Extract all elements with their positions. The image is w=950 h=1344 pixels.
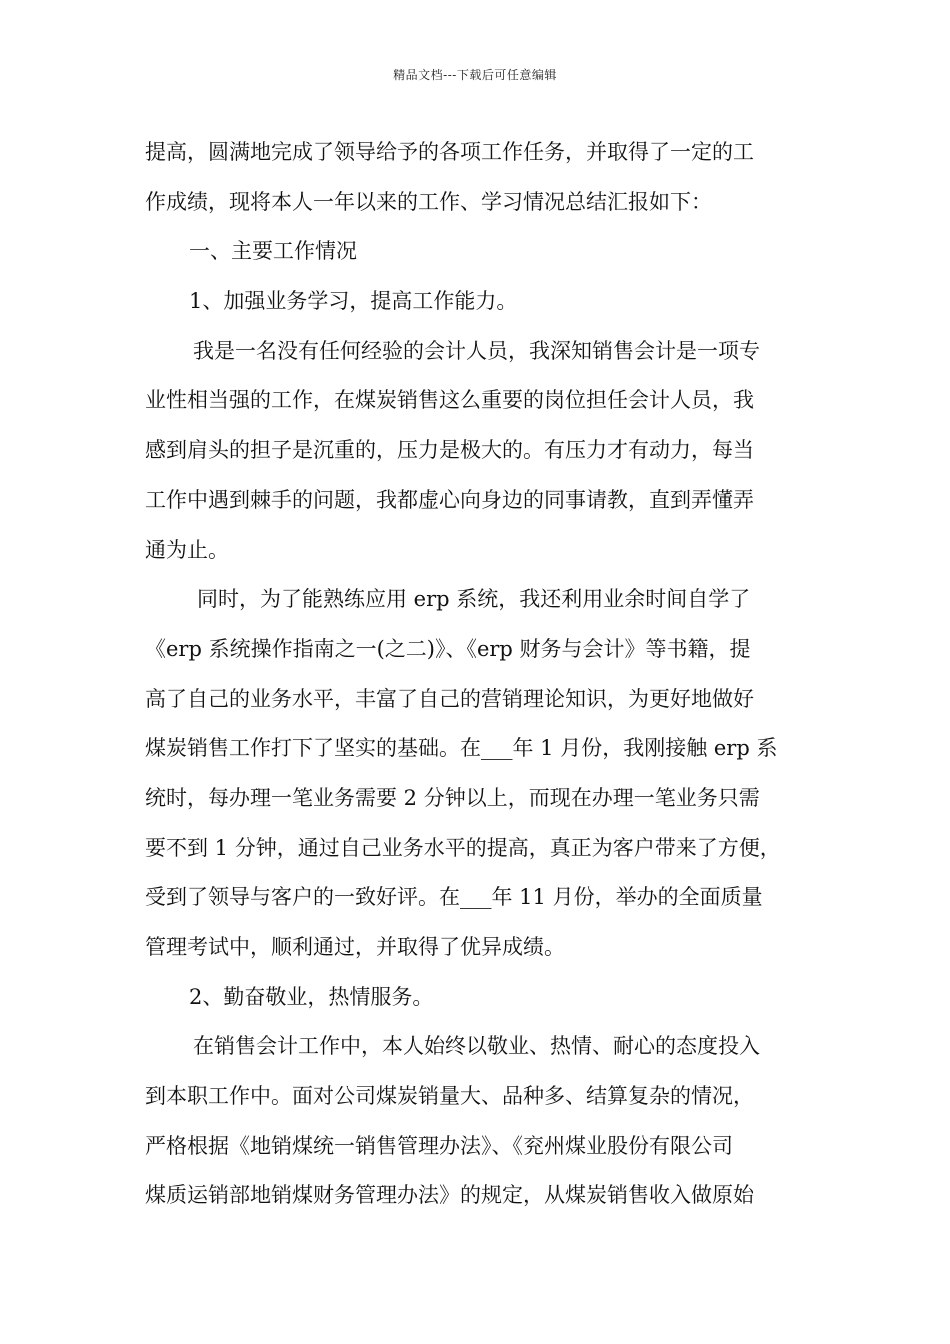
- text-line: 作成绩，现将本人一年以来的工作、学习情况总结汇报如下：: [145, 189, 712, 214]
- subsection-heading: 2、勤奋敬业，热情服务。: [189, 984, 434, 1009]
- document-body: [145, 128, 813, 1221]
- text-line: 煤质运销部地销煤财务管理办法》的规定，从煤炭销售收入做原始: [145, 1183, 754, 1208]
- text-line: 管理考试中，顺利通过，并取得了优异成绩。: [145, 935, 565, 959]
- text-line: 业性相当强的工作，在煤炭销售这么重要的岗位担任会计人员，我: [145, 388, 754, 413]
- text-line: 煤炭销售工作打下了坚实的基础。在___年 1 月份，我刚接触 erp 系: [145, 736, 778, 761]
- text-line: 高了自己的业务水平，丰富了自己的营销理论知识，为更好地做好: [145, 686, 754, 711]
- paragraph-start: 同时，为了能熟练应用 erp 系统，我还利用业余时间自学了: [197, 587, 751, 612]
- page-header: 精品文档---下载后可任意编辑: [393, 68, 557, 82]
- subsection-heading: 1、加强业务学习，提高工作能力。: [189, 289, 518, 314]
- paragraph-start: 在销售会计工作中，本人始终以敬业、热情、耐心的态度投入: [193, 1034, 760, 1059]
- text-line: 感到肩头的担子是沉重的，压力是极大的。有压力才有动力，每当: [145, 438, 754, 463]
- text-line: 工作中遇到棘手的问题，我都虚心向身边的同事请教，直到弄懂弄: [145, 487, 754, 512]
- text-line: 到本职工作中。面对公司煤炭销量大、品种多、结算复杂的情况，: [145, 1084, 754, 1109]
- text-line: 《erp 系统操作指南之一(之二)》、《erp 财务与会计》等书籍，提: [145, 636, 751, 661]
- text-line: 要不到 1 分钟，通过自己业务水平的提高，真正为客户带来了方便，: [145, 835, 781, 860]
- text-line: 提高，圆满地完成了领导给予的各项工作任务，并取得了一定的工: [145, 140, 754, 164]
- text-line: 通为止。: [145, 537, 229, 562]
- text-line: 受到了领导与客户的一致好评。在___年 11 月份，举办的全面质量: [145, 885, 763, 910]
- paragraph-start: 我是一名没有任何经验的会计人员，我深知销售会计是一项专: [193, 338, 760, 363]
- text-line: 统时，每办理一笔业务需要 2 分钟以上，而现在办理一笔业务只需: [145, 785, 760, 810]
- section-heading: 一、主要工作情况: [189, 239, 357, 264]
- text-line: 严格根据《地销煤统一销售管理办法》、《兖州煤业股份有限公司: [145, 1133, 733, 1158]
